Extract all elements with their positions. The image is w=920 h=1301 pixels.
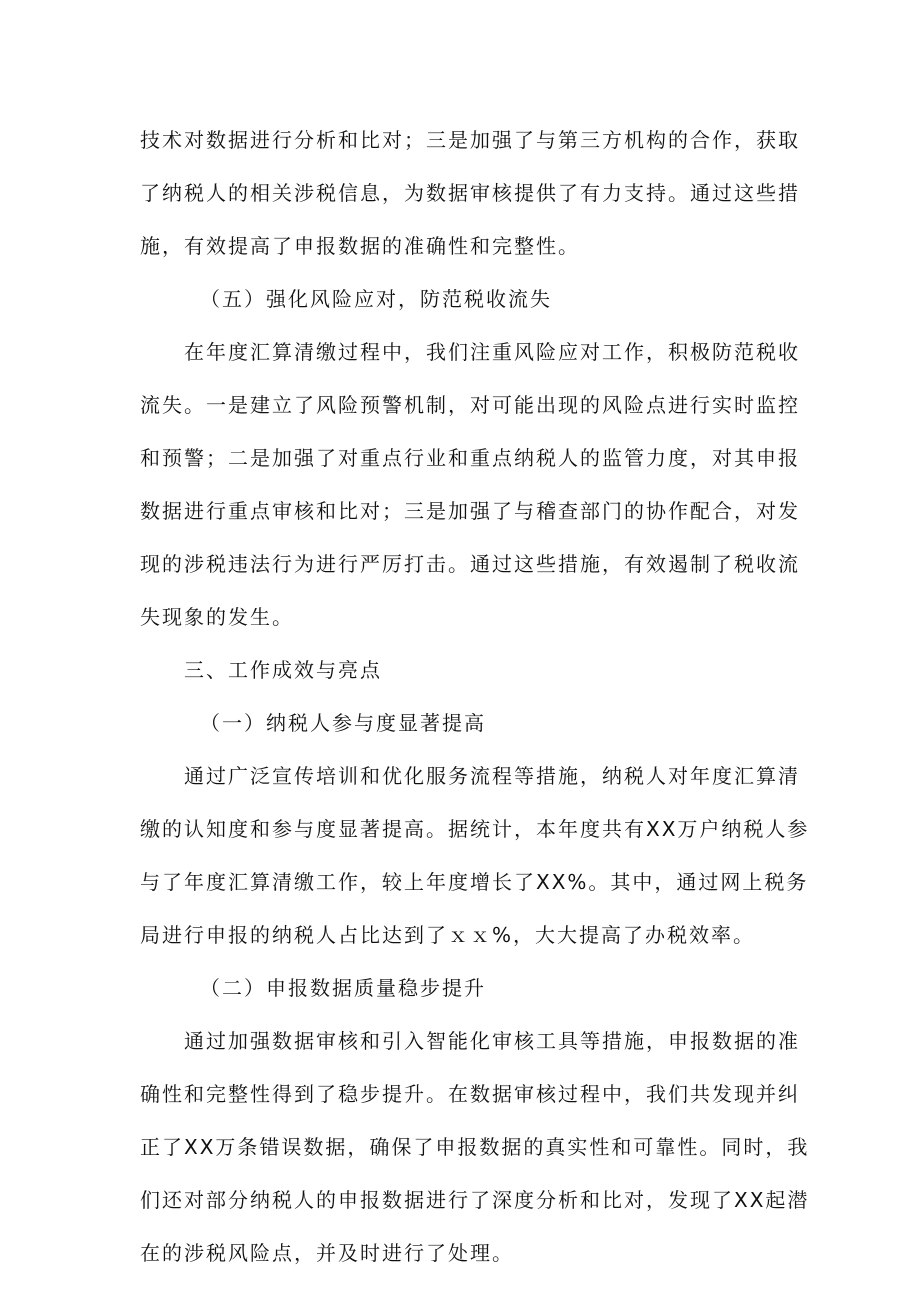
section-heading-2: （二）申报数据质量稳步提升 bbox=[200, 976, 486, 1000]
paragraph-line: 缴的认知度和参与度显著提高。据统计，本年度共有XX万户纳税人参 bbox=[140, 817, 810, 841]
paragraph-line: 正了XX万条错误数据，确保了申报数据的真实性和可靠性。同时，我 bbox=[140, 1135, 810, 1159]
paragraph-line: 现的涉税违法行为进行严厉打击。通过这些措施，有效遏制了税收流 bbox=[140, 552, 800, 576]
paragraph-line: 通过加强数据审核和引入智能化审核工具等措施，申报数据的准 bbox=[184, 1029, 800, 1053]
paragraph-line: 流失。一是建立了风险预警机制，对可能出现的风险点进行实时监控 bbox=[140, 393, 800, 417]
paragraph-line: 通过广泛宣传培训和优化服务流程等措施，纳税人对年度汇算清 bbox=[184, 764, 800, 788]
paragraph-line: 数据进行重点审核和比对；三是加强了与稽查部门的协作配合，对发 bbox=[140, 499, 800, 523]
section-heading-5: （五）强化风险应对，防范税收流失 bbox=[200, 287, 552, 311]
document-body bbox=[140, 120, 810, 1273]
paragraph-line: 们还对部分纳税人的申报数据进行了深度分析和比对，发现了XX起潜 bbox=[140, 1188, 810, 1212]
paragraph-line: 失现象的发生。 bbox=[140, 605, 294, 629]
paragraph-line: 在的涉税风险点，并及时进行了处理。 bbox=[140, 1241, 514, 1265]
paragraph-line: 局进行申报的纳税人占比达到了ｘｘ%，大大提高了办税效率。 bbox=[140, 923, 756, 947]
section-heading-1: （一）纳税人参与度显著提高 bbox=[200, 711, 486, 735]
paragraph-line: 与了年度汇算清缴工作，较上年度增长了XX%。其中，通过网上税务 bbox=[140, 870, 809, 894]
chapter-heading-3: 三、工作成效与亮点 bbox=[184, 658, 382, 682]
paragraph-line: 在年度汇算清缴过程中，我们注重风险应对工作，积极防范税收 bbox=[184, 340, 800, 364]
paragraph-line: 确性和完整性得到了稳步提升。在数据审核过程中，我们共发现并纠 bbox=[140, 1082, 800, 1106]
paragraph-line: 了纳税人的相关涉税信息，为数据审核提供了有力支持。通过这些措 bbox=[140, 181, 800, 205]
paragraph-line: 施，有效提高了申报数据的准确性和完整性。 bbox=[140, 234, 580, 258]
paragraph-line: 技术对数据进行分析和比对；三是加强了与第三方机构的合作，获取 bbox=[140, 128, 800, 152]
paragraph-line: 和预警；二是加强了对重点行业和重点纳税人的监管力度，对其申报 bbox=[140, 446, 800, 470]
